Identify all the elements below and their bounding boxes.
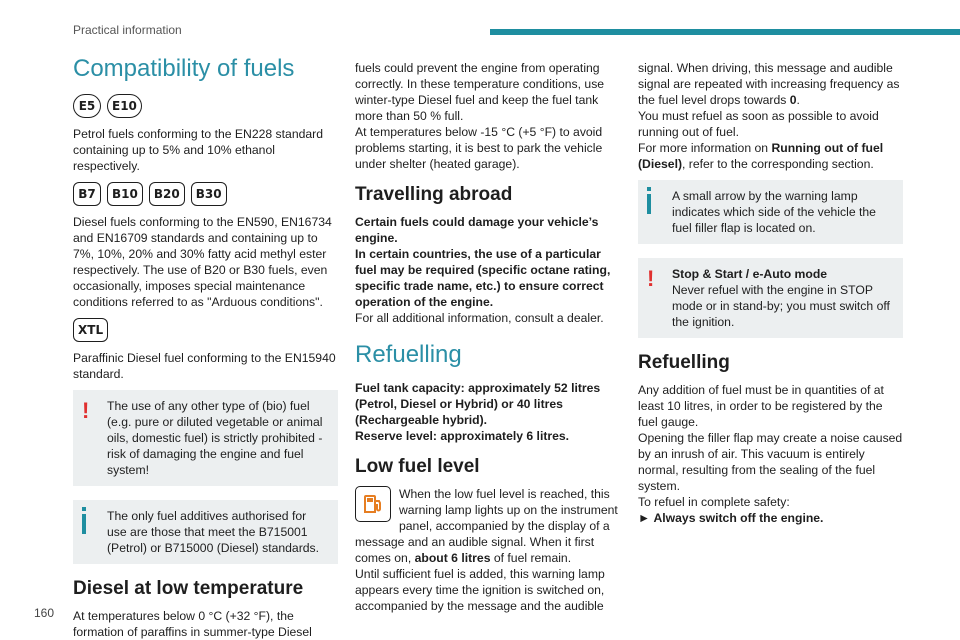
xtl-text: Paraffinic Diesel fuel conforming to the EN15940 standard. [73,351,336,381]
refuel-text-3: To refuel in complete safety: [638,495,790,509]
petrol-badges [73,94,338,118]
abroad-bold-2: In certain countries, the use of a particular fuel may be required (specific octane rating, specific trade name, etc.) to ensure correct operation of the engine. [355,247,611,309]
b10-badge: B10 [107,182,143,206]
info-note-text: The only fuel additives authorised for use are those that meet the B715001 (Petrol) or B715000 (Diesel) standards. [107,509,320,555]
diesel-low-temperature-text: At temperatures below 0 °C (+32 °F), the formation of paraffins in summer-type Diesel [73,609,312,639]
low-fuel-cont-text: signal. When driving, this message and audible signal are repeated with increasing frequency as the fuel level drops towards 0. [638,61,900,107]
arrow-info-note [638,180,903,244]
abroad-bold-1: Certain fuels could damage your vehicle’s engine. [355,215,599,245]
diesel-text: Diesel fuels conforming to the EN590, EN16734 and EN16709 standards and containing up to 7%, 10%, 20% and 30% fatty acid methyl ester respectively. The use of B20 or B30 fuels, even occasionally, imposes special maintenance conditions referred to as "Arduous conditions". [73,215,332,309]
travelling-abroad-heading: Travelling abroad [355,184,513,205]
b20-badge: B20 [149,182,185,206]
arrow-info-note-text: A small arrow by the warning lamp indicates which side of the vehicle the fuel filler flap is located on. [672,189,876,235]
diesel-low-cont-text: fuels could prevent the engine from operating correctly. In these temperature conditions, use winter-type Diesel fuel and keep the fuel tank more than 50 % full. [355,61,605,123]
info-icon [82,514,86,538]
refuel-soon-text: You must refuel as soon as possible to avoid running out of fuel. [638,109,879,139]
info-note [73,500,338,564]
diesel-low-cont-text-2: At temperatures below -15 °C (+5 °F) to avoid problems starting, it is best to park the vehicle under shelter (heated garage). [355,125,603,171]
title-compatibility-of-fuels: Compatibility of fuels [73,55,295,82]
b7-badge: B7 [73,182,101,206]
column-2 [355,60,620,614]
petrol-text: Petrol fuels conforming to the EN228 standard containing up to 5% and 10% ethanol respectively. [73,127,323,173]
diesel-low-temperature-heading: Diesel at low temperature [73,578,304,599]
warning-note-text: The use of any other type of (bio) fuel (e.g. pure or diluted vegetable or animal oils, domestic fuel) is strictly prohibited - risk of damaging the engine and fuel system! [107,399,323,477]
page-number: 160 [34,606,55,620]
stop-start-warning-text: Stop & Start / e-Auto mode Never refuel with the engine in STOP mode or in stand-by; you must switch off the ignition. [672,267,890,329]
low-fuel-text-2: Until sufficient fuel is added, this warning lamp appears every time the ignition is switched on, accompanied by the message and the audible [355,567,605,613]
warning-icon: ! [82,398,90,423]
abroad-text: For all additional information, consult a dealer. [355,311,604,325]
fuel-pump-icon [355,486,391,522]
b30-badge: B30 [191,182,227,206]
refuelling-heading: Refuelling [355,341,462,368]
more-info-text: For more information on Running out of fuel (Diesel), refer to the corresponding section. [638,141,884,171]
low-fuel-level-heading: Low fuel level [355,456,480,477]
diesel-badges [73,182,338,206]
refuel-step-1: ► Always switch off the engine. [638,511,824,525]
refuel-text-1: Any addition of fuel must be in quantities of at least 10 litres, in order to be registered by the fuel gauge. [638,383,884,429]
stop-start-warning-note [638,258,903,338]
refuelling-subheading: Refuelling [638,352,730,373]
header-accent-bar [490,29,960,35]
column-3 [638,60,903,526]
tank-capacity-text: Fuel tank capacity: approximately 52 litres (Petrol, Diesel or Hybrid) or 40 litres (Rechargeable hybrid). [355,381,601,427]
reserve-level-text: Reserve level: approximately 6 litres. [355,429,570,443]
e5-badge: E5 [73,94,101,118]
warning-note [73,390,338,486]
xtl-badges [73,318,338,342]
e10-badge: E10 [107,94,142,118]
column-1 [73,50,338,640]
info-icon [647,194,651,218]
low-fuel-text: When the low fuel level is reached, this warning lamp lights up on the instrument panel, accompanied by the display of a message and an audible signal. When it first comes on, about 6 litres of fuel remain. [355,487,618,565]
warning-icon: ! [647,266,655,291]
refuel-text-2: Opening the filler flap may create a noise caused by an inrush of air. This vacuum is entirely normal, resulting from the sealing of the fuel system. [638,431,903,493]
section-header: Practical information [73,23,182,37]
xtl-badge: XTL [73,318,108,342]
